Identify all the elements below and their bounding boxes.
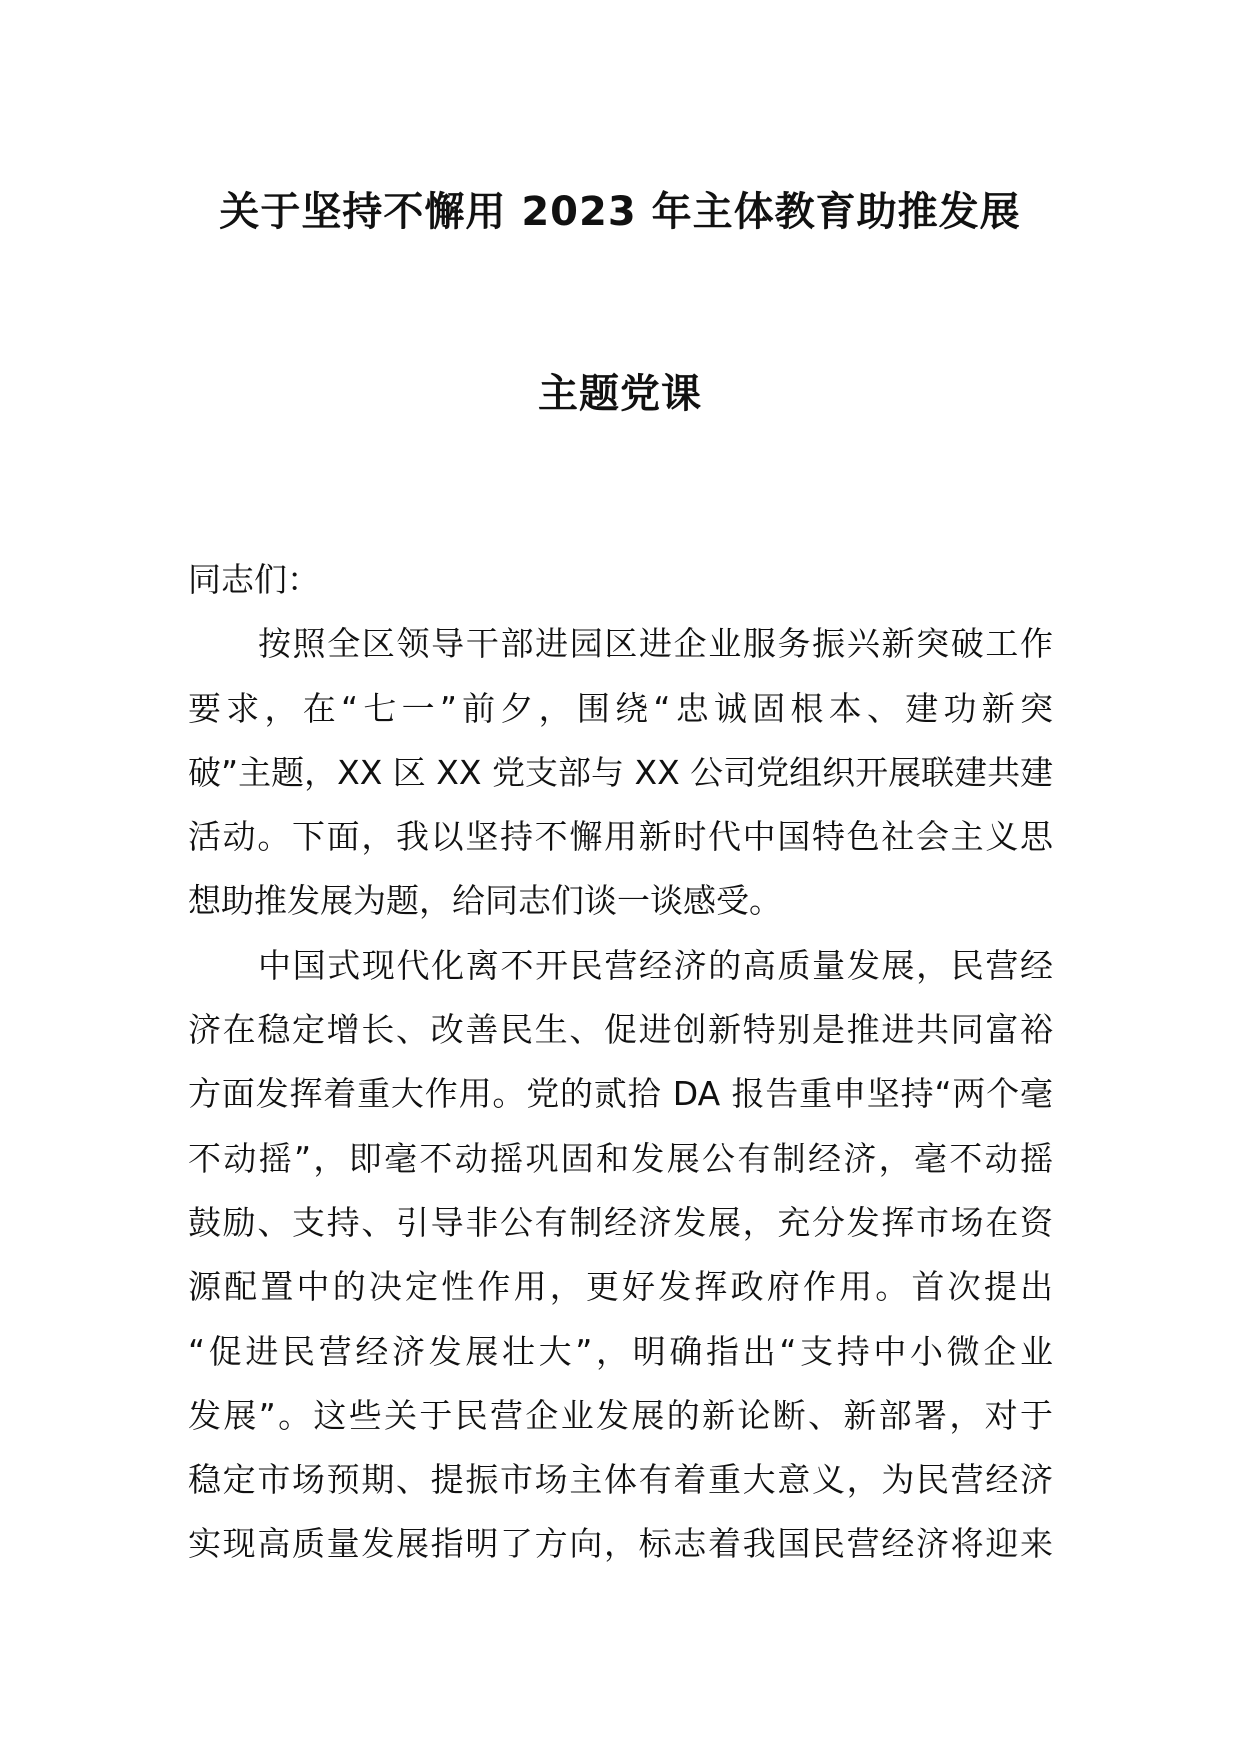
paragraph-line: 鼓励、支持、引导非公有制经济发展，充分发挥市场在资 [188, 1202, 1053, 1242]
paragraph-line: 要求，在“七一”前夕，围绕“忠诚固根本、建功新突 [188, 688, 1053, 728]
paragraph-line: 不动摇”，即毫不动摇巩固和发展公有制经济，毫不动摇 [188, 1138, 1053, 1178]
document-title-line-2: 主题党课 [538, 371, 702, 417]
paragraph-2 [188, 934, 1053, 1577]
paragraph-line: 实现高质量发展指明了方向，标志着我国民营经济将迎来 [188, 1524, 1053, 1564]
paragraph-1 [188, 612, 1053, 933]
paragraph-line: 方面发挥着重大作用。党的贰拾 DA 报告重申坚持“两个毫 [188, 1074, 1053, 1114]
paragraph-line: 想助推发展为题，给同志们谈一谈感受。 [188, 881, 782, 921]
salutation: 同志们： [188, 560, 320, 599]
paragraph-line: 发展”。这些关于民营企业发展的新论断、新部署，对于 [188, 1395, 1053, 1435]
paragraph-line: 源配置中的决定性作用，更好发挥政府作用。首次提出 [188, 1267, 1053, 1307]
paragraph-line: 破”主题，XX 区 XX 党支部与 XX 公司党组织开展联建共建 [188, 752, 1054, 792]
paragraph-line: 中国式现代化离不开民营经济的高质量发展，民营经 [258, 945, 1053, 985]
paragraph-line: 济在稳定增长、改善民生、促进创新特别是推进共同富裕 [188, 1010, 1053, 1050]
document-body [188, 548, 1053, 1577]
paragraph-line: 活动。下面，我以坚持不懈用新时代中国特色社会主义思 [188, 817, 1053, 857]
paragraph-line: 稳定市场预期、提振市场主体有着重大意义，为民营经济 [188, 1460, 1053, 1500]
document-title-line-1: 关于坚持不懈用 2023 年主体教育助推发展 [219, 189, 1021, 235]
paragraph-line: 按照全区领导干部进园区进企业服务振兴新突破工作 [258, 624, 1053, 664]
paragraph-line: “促进民营经济发展壮大”，明确指出“支持中小微企业 [188, 1331, 1053, 1371]
